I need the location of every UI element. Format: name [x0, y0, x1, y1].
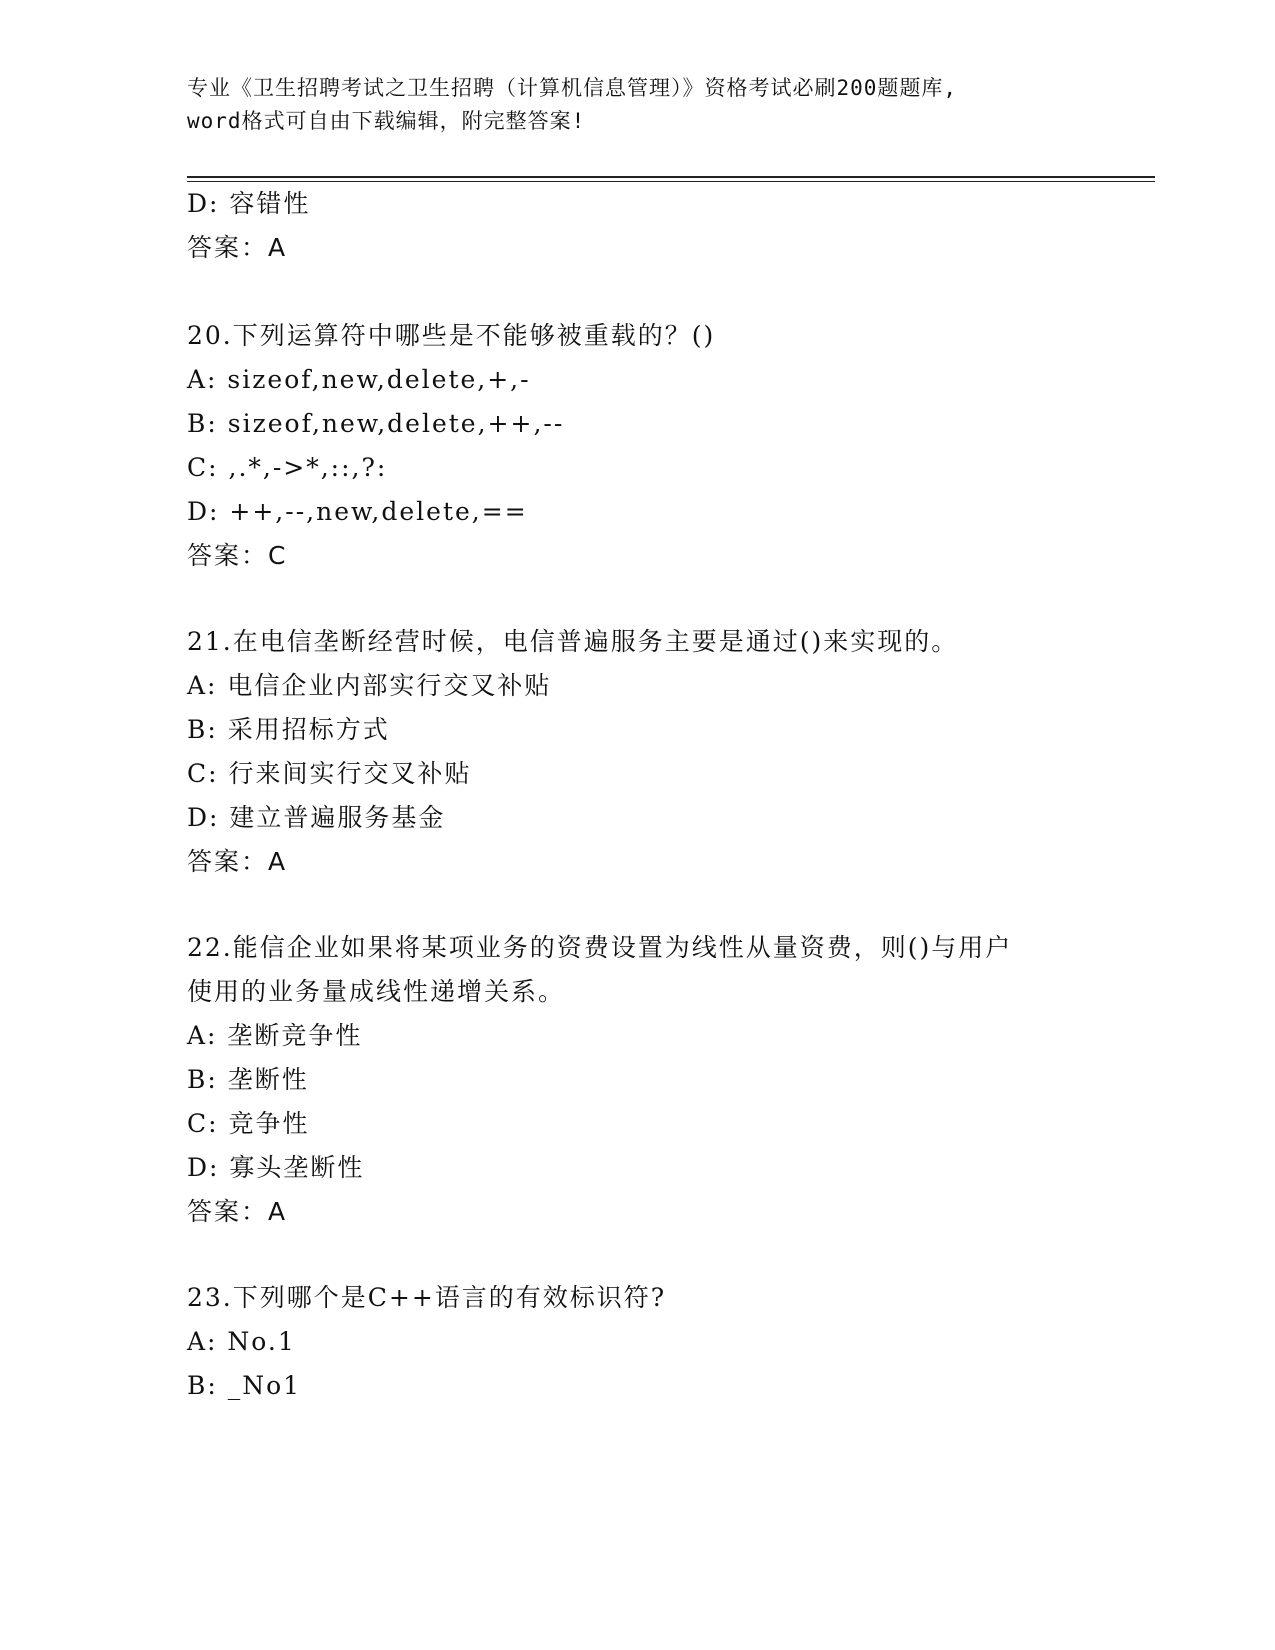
q21-option-a: A: 电信企业内部实行交叉补贴 — [187, 671, 552, 700]
question-22-line-1: 22.能信企业如果将某项业务的资费设置为线性从量资费，则()与用户 — [187, 933, 1013, 962]
q20-option-d: D: ++,--,new,delete,== — [187, 497, 528, 526]
q21-option-b: B: 采用招标方式 — [187, 715, 390, 744]
question-21: 21.在电信垄断经营时候，电信普遍服务主要是通过()来实现的。 — [187, 627, 959, 656]
q22-option-c: C: 竞争性 — [187, 1109, 310, 1138]
q22-option-a: A: 垄断竞争性 — [187, 1021, 363, 1050]
q20-answer: 答案：C — [187, 541, 288, 570]
q22-answer: 答案：A — [187, 1197, 288, 1226]
q20-option-a: A: sizeof,new,delete,+,- — [187, 365, 531, 394]
q20-option-c: C: ,.*,->*,::,?: — [187, 453, 388, 482]
q21-option-d: D: 建立普遍服务基金 — [187, 803, 446, 832]
q23-option-a: A: No.1 — [187, 1327, 296, 1356]
question-23: 23.下列哪个是C++语言的有效标识符? — [187, 1283, 667, 1312]
question-22-line-2: 使用的业务量成线性递增关系。 — [187, 977, 566, 1006]
question-20: 20.下列运算符中哪些是不能够被重载的？() — [187, 321, 716, 350]
prev-answer: 答案：A — [187, 233, 288, 262]
q22-option-b: B: 垄断性 — [187, 1065, 309, 1094]
document-header — [187, 72, 1087, 138]
q20-option-b: B: sizeof,new,delete,++,-- — [187, 409, 565, 438]
header-divider-thin — [187, 181, 1155, 182]
header-divider — [187, 176, 1155, 178]
prev-option-d: D: 容错性 — [187, 189, 311, 218]
q21-answer: 答案：A — [187, 847, 288, 876]
header-line-1: 专业《卫生招聘考试之卫生招聘（计算机信息管理）》资格考试必刷200题题库, — [187, 76, 958, 100]
q22-option-d: D: 寡头垄断性 — [187, 1153, 365, 1182]
header-line-2: word格式可自由下载编辑，附完整答案! — [187, 109, 586, 133]
q21-option-c: C: 行来间实行交叉补贴 — [187, 759, 472, 788]
q23-option-b: B: _No1 — [187, 1371, 302, 1400]
